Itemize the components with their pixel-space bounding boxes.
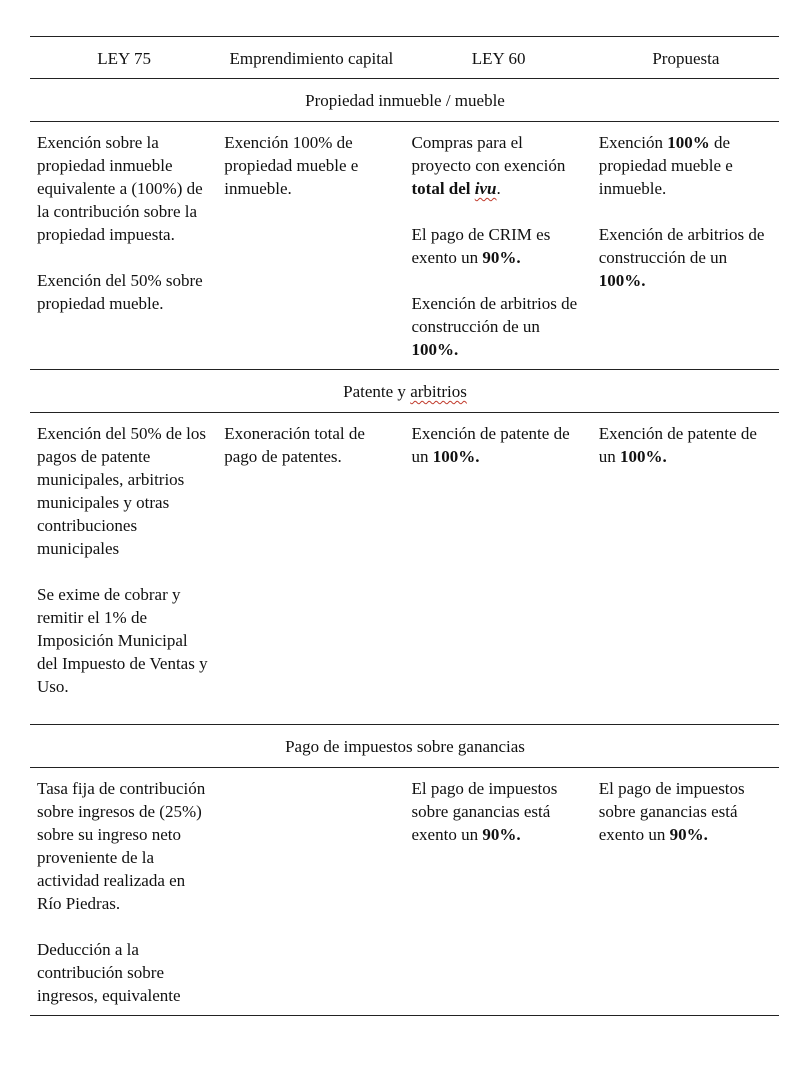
cell-ley-75 (30, 768, 217, 1016)
cell-emprendimiento (217, 413, 404, 725)
header-row (30, 37, 779, 79)
text-run: arbitrios (410, 382, 467, 401)
cell-paragraph: Exención del 50% de los pagos de patente municipales, arbitrios municipales y otras contribuciones municipales (37, 424, 207, 558)
header-ley-75: LEY 75 (97, 49, 151, 68)
cell-propuesta (592, 768, 779, 1016)
cell-ley-60 (405, 768, 592, 1016)
cell-paragraph: Exención 100% de propiedad mueble e inmueble. (598, 133, 733, 198)
cell-paragraph: Deducción a la contribución sobre ingresos, equivalente (37, 940, 181, 1005)
text-run: total del (411, 179, 471, 198)
cell-paragraph: Exoneración total de pago de patentes. (224, 424, 365, 466)
cell-emprendimiento (217, 122, 404, 370)
text-run: 100%. (432, 447, 480, 466)
comparison-table (30, 36, 779, 1016)
section-title-ganancias: Pago de impuestos sobre ganancias (285, 737, 525, 756)
cell-paragraph: Exención 100% de propiedad mueble e inmueble. (224, 133, 359, 198)
cell-paragraph: Exención de patente de un 100%. (411, 424, 570, 466)
cell-paragraph: Exención sobre la propiedad inmueble equivalente a (100%) de la contribución sobre la propiedad impuesta. (37, 133, 203, 244)
section-title-propiedad: Propiedad inmueble / mueble (305, 91, 505, 110)
header-ley-60: LEY 60 (471, 49, 526, 68)
section-title-patente: Patente y arbitrios (343, 382, 467, 401)
section-title-row (30, 725, 779, 768)
text-run: 100%. (598, 271, 646, 290)
text-run: 90%. (669, 825, 708, 844)
header-propuesta: Propuesta (652, 49, 720, 68)
cell-propuesta (592, 122, 779, 370)
cell-propuesta (592, 413, 779, 725)
cell-paragraph: Exención de arbitrios de construcción de un 100%. (411, 294, 578, 359)
cell-paragraph: Exención de patente de un 100%. (598, 424, 757, 466)
cell-paragraph: El pago de impuestos sobre ganancias está exento un 90%. (411, 779, 558, 844)
text-run: 90%. (482, 248, 521, 267)
cell-ley-75 (30, 122, 217, 370)
section-body-row (30, 768, 779, 1016)
cell-ley-60 (405, 413, 592, 725)
cell-ley-60 (405, 122, 592, 370)
cell-emprendimiento (217, 768, 404, 1016)
section-title-row (30, 79, 779, 122)
text-run: 100%. (620, 447, 667, 466)
cell-paragraph: Compras para el proyecto con exención total del ivu. (411, 133, 566, 198)
text-run: ivu (474, 179, 497, 198)
text-run: 90%. (482, 825, 521, 844)
cell-ley-75 (30, 413, 217, 725)
text-run: 100% (667, 133, 710, 152)
cell-paragraph: Exención de arbitrios de construcción de un 100%. (598, 225, 765, 290)
section-body-row (30, 413, 779, 725)
cell-paragraph: Tasa fija de contribución sobre ingresos de (25%) sobre su ingreso neto proveniente de la actividad realizada en Río Piedras. (37, 779, 206, 913)
section-body-row (30, 122, 779, 370)
section-title-row (30, 370, 779, 413)
cell-paragraph: El pago de CRIM es exento un 90%. (411, 225, 551, 267)
cell-paragraph: Se exime de cobrar y remitir el 1% de Imposición Municipal del Impuesto de Ventas y Uso. (37, 585, 208, 696)
header-emprendimiento-capital: Emprendimiento capital (229, 49, 394, 68)
cell-paragraph: El pago de impuestos sobre ganancias está exento un 90%. (598, 779, 745, 844)
cell-paragraph: Exención del 50% sobre propiedad mueble. (37, 271, 203, 313)
text-run: 100%. (411, 340, 459, 359)
